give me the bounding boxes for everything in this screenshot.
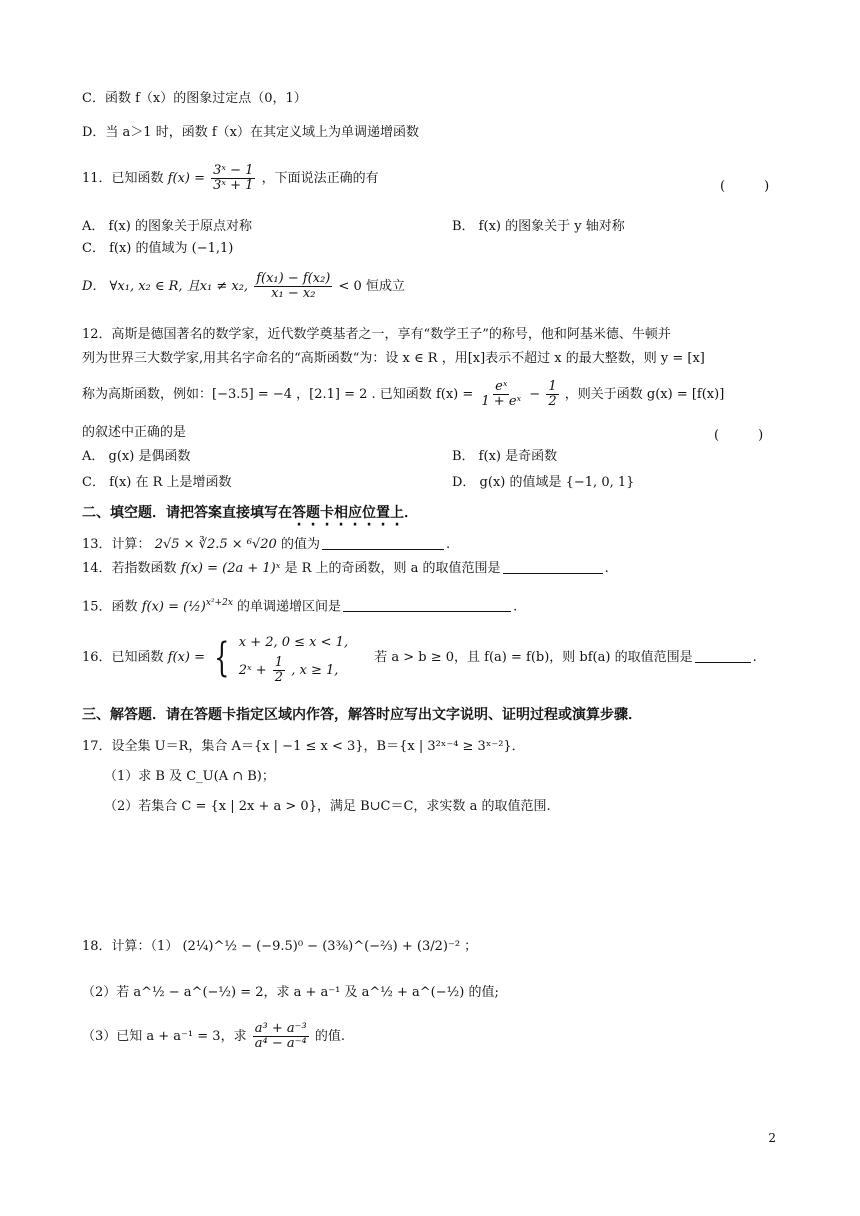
q16-case-2-denominator: 2 bbox=[274, 670, 284, 685]
q18-part3-post: 的值. bbox=[314, 1029, 345, 1044]
emph-char: 应 bbox=[348, 505, 362, 521]
q14-end: . bbox=[604, 561, 609, 576]
q16-case-2-fraction bbox=[273, 656, 285, 685]
q18-part3-fraction bbox=[253, 1022, 309, 1051]
q18-part3-pre: （3）已知 a + a⁻¹ = 3，求 bbox=[82, 1029, 247, 1044]
section-3-heading: 三、解答题．请在答题卡指定区域内作答，解答时应写出文字说明、证明过程或演算步骤． bbox=[82, 707, 642, 723]
page-number: 2 bbox=[768, 1131, 776, 1145]
q16-case-2-post: , x ≥ 1, bbox=[291, 663, 339, 678]
q12-func-fraction bbox=[479, 380, 523, 409]
q11-stem-pre: 11．已知函数 bbox=[82, 171, 164, 186]
q10-option-c: C．函数 f（x）的图象过定点（0，1） bbox=[82, 91, 307, 106]
q12-answer-paren: ( ) bbox=[714, 428, 764, 443]
q11-option-d-denominator: x₁ − x₂ bbox=[271, 286, 316, 301]
q12-option-c: C． f(x) 在 R 上是增函数 bbox=[82, 475, 232, 490]
q17-part2: （2）若集合 C = {x | 2x + a > 0}，满足 B∪C＝C，求实数 a 的取值范围. bbox=[104, 799, 551, 814]
q15-expr: f(x) = (½) bbox=[141, 599, 206, 615]
q12-line3-pre: 称为高斯函数，例如：[−3.5] = −4 ，[2.1] = 2 . 已知函数 f(x) = bbox=[82, 387, 474, 402]
q13-end: . bbox=[445, 537, 451, 552]
q15-exponent: x²+2x bbox=[205, 598, 233, 608]
q16-brace: { bbox=[214, 634, 230, 681]
q15-end: . bbox=[513, 599, 518, 615]
emph-char: 答 bbox=[292, 505, 306, 521]
q13-pre: 13．计算： bbox=[82, 537, 151, 552]
q12-line3 bbox=[82, 380, 724, 409]
q14-answer-blank[interactable] bbox=[503, 560, 603, 574]
q11-option-d-numerator: f(x₁) − f(x₂) bbox=[256, 271, 331, 286]
q11-stem-post: ，下面说法正确的有 bbox=[261, 171, 379, 186]
q12-line2: 列为世界三大数学家,用其名字命名的“高斯函数“为：设 x ∈ R ，用[x]表示不超过 x 的最大整数，则 y = [x] bbox=[82, 351, 705, 366]
q15-answer-blank[interactable] bbox=[343, 598, 511, 612]
q15-pre: 15．函数 bbox=[82, 599, 138, 615]
q13 bbox=[82, 536, 450, 554]
emph-char: 上 bbox=[390, 505, 404, 521]
q16-case-2-pre: 2ˣ + bbox=[238, 663, 267, 678]
section-2-heading-text: 二、填空题．请把答案直接填写在 bbox=[82, 505, 292, 521]
q12-half-fraction bbox=[546, 380, 558, 409]
q11-stem bbox=[82, 164, 379, 193]
q16-lhs: f(x) = bbox=[167, 650, 205, 665]
q12-half-numerator: 1 bbox=[548, 379, 557, 394]
q16-end: . bbox=[752, 650, 757, 665]
q11-option-d-post: < 0 恒成立 bbox=[338, 279, 405, 294]
q12-line1: 12．高斯是德国著名的数学家，近代数学奠基者之一，享有“数学王子”的称号，他和阿基米德、牛顿并 bbox=[82, 327, 671, 342]
q11-option-b: B． f(x) 的图象关于 y 轴对称 bbox=[452, 219, 625, 234]
q14 bbox=[82, 560, 609, 578]
q11-option-d-pre: D． ∀x₁, x₂ ∈ R, 且x₁ ≠ x₂, bbox=[82, 279, 249, 294]
section-2-heading-emphasis bbox=[292, 505, 404, 521]
q11-func-lhs: f(x) = bbox=[167, 171, 205, 186]
q16-answer-blank[interactable] bbox=[695, 649, 751, 663]
q13-answer-blank[interactable] bbox=[322, 536, 444, 550]
q16-cases bbox=[239, 630, 348, 685]
q16-case-2 bbox=[239, 656, 348, 685]
q11-option-d bbox=[82, 272, 405, 301]
q10-option-d: D．当 a＞1 时，函数 f（x）在其定义域上为单调递增函数 bbox=[82, 125, 419, 140]
q12-half-denominator: 2 bbox=[548, 394, 557, 409]
q12-func-denominator: 1 + eˣ bbox=[481, 394, 522, 409]
q16-post: 若 a > b ≥ 0，且 f(a) = f(b)，则 bf(a) 的取值范围是 bbox=[374, 650, 693, 665]
section-2-heading bbox=[82, 504, 418, 522]
q12-line3-post: ，则关于函数 g(x) = [f(x)] bbox=[564, 387, 725, 402]
q18-line1: 18．计算：（1） (2¼)^½ − (−9.5)⁰ − (3⅜)^(−⅔) + (3/2)⁻² ； bbox=[82, 939, 478, 954]
q11-func-denominator: 3ˣ + 1 bbox=[213, 178, 254, 193]
q11-func-numerator: 3ˣ − 1 bbox=[213, 163, 254, 178]
q15 bbox=[82, 594, 517, 616]
q18-part3-numerator: a³ + a⁻³ bbox=[254, 1021, 307, 1036]
q17-line1: 17．设全集 U＝R，集合 A＝{x | −1 ≤ x < 3}，B＝{x | 3²ˣ⁻⁴ ≥ 3ˣ⁻²}． bbox=[82, 739, 525, 754]
q12-func-numerator: eˣ bbox=[495, 379, 508, 394]
q16 bbox=[82, 630, 757, 685]
q18-part3 bbox=[82, 1022, 345, 1051]
q18-part2: （2）若 a^½ − a^(−½) = 2，求 a + a⁻¹ 及 a^½ + a^(−½) 的值; bbox=[82, 985, 499, 1000]
section-2-heading-end: ． bbox=[404, 505, 418, 521]
q18-part3-denominator: a⁴ − a⁻⁴ bbox=[254, 1036, 307, 1051]
q11-option-a: A． f(x) 的图象关于原点对称 bbox=[82, 219, 252, 234]
q11-option-d-fraction bbox=[254, 272, 332, 301]
q14-pre: 14．若指数函数 bbox=[82, 561, 177, 576]
q14-post: 是 R 上的奇函数，则 a 的取值范围是 bbox=[284, 561, 501, 576]
emph-char: 相 bbox=[334, 505, 348, 521]
q12-minus: − bbox=[529, 387, 541, 402]
q12-option-b: B． f(x) 是奇函数 bbox=[452, 449, 558, 464]
q16-pre: 16．已知函数 bbox=[82, 650, 164, 665]
emph-char: 题 bbox=[306, 505, 320, 521]
q11-option-c: C． f(x) 的值域为 (−1,1) bbox=[82, 241, 234, 256]
q12-option-d: D． g(x) 的值域是 {−1, 0, 1} bbox=[452, 475, 635, 490]
q15-post: 的单调递增区间是 bbox=[237, 599, 342, 615]
emph-char: 位 bbox=[362, 505, 376, 521]
q13-expr: 2√5 × ∛2.5 × ⁶√20 bbox=[154, 537, 277, 552]
q12-option-a: A． g(x) 是偶函数 bbox=[82, 449, 191, 464]
q17-part1: （1）求 B 及 C_U(A ∩ B)； bbox=[104, 769, 275, 784]
q13-post: 的值为 bbox=[280, 537, 320, 552]
q16-case-2-numerator: 1 bbox=[274, 655, 284, 670]
q16-case-1: x + 2, 0 ≤ x < 1, bbox=[238, 635, 349, 650]
q12-line4: 的叙述中正确的是 bbox=[82, 425, 187, 440]
emph-char: 卡 bbox=[320, 505, 334, 521]
q11-func-fraction bbox=[211, 164, 255, 193]
q14-expr: f(x) = (2a + 1)ˣ bbox=[180, 561, 281, 576]
q11-answer-paren: ( ) bbox=[720, 179, 770, 194]
emph-char: 置 bbox=[376, 505, 390, 521]
